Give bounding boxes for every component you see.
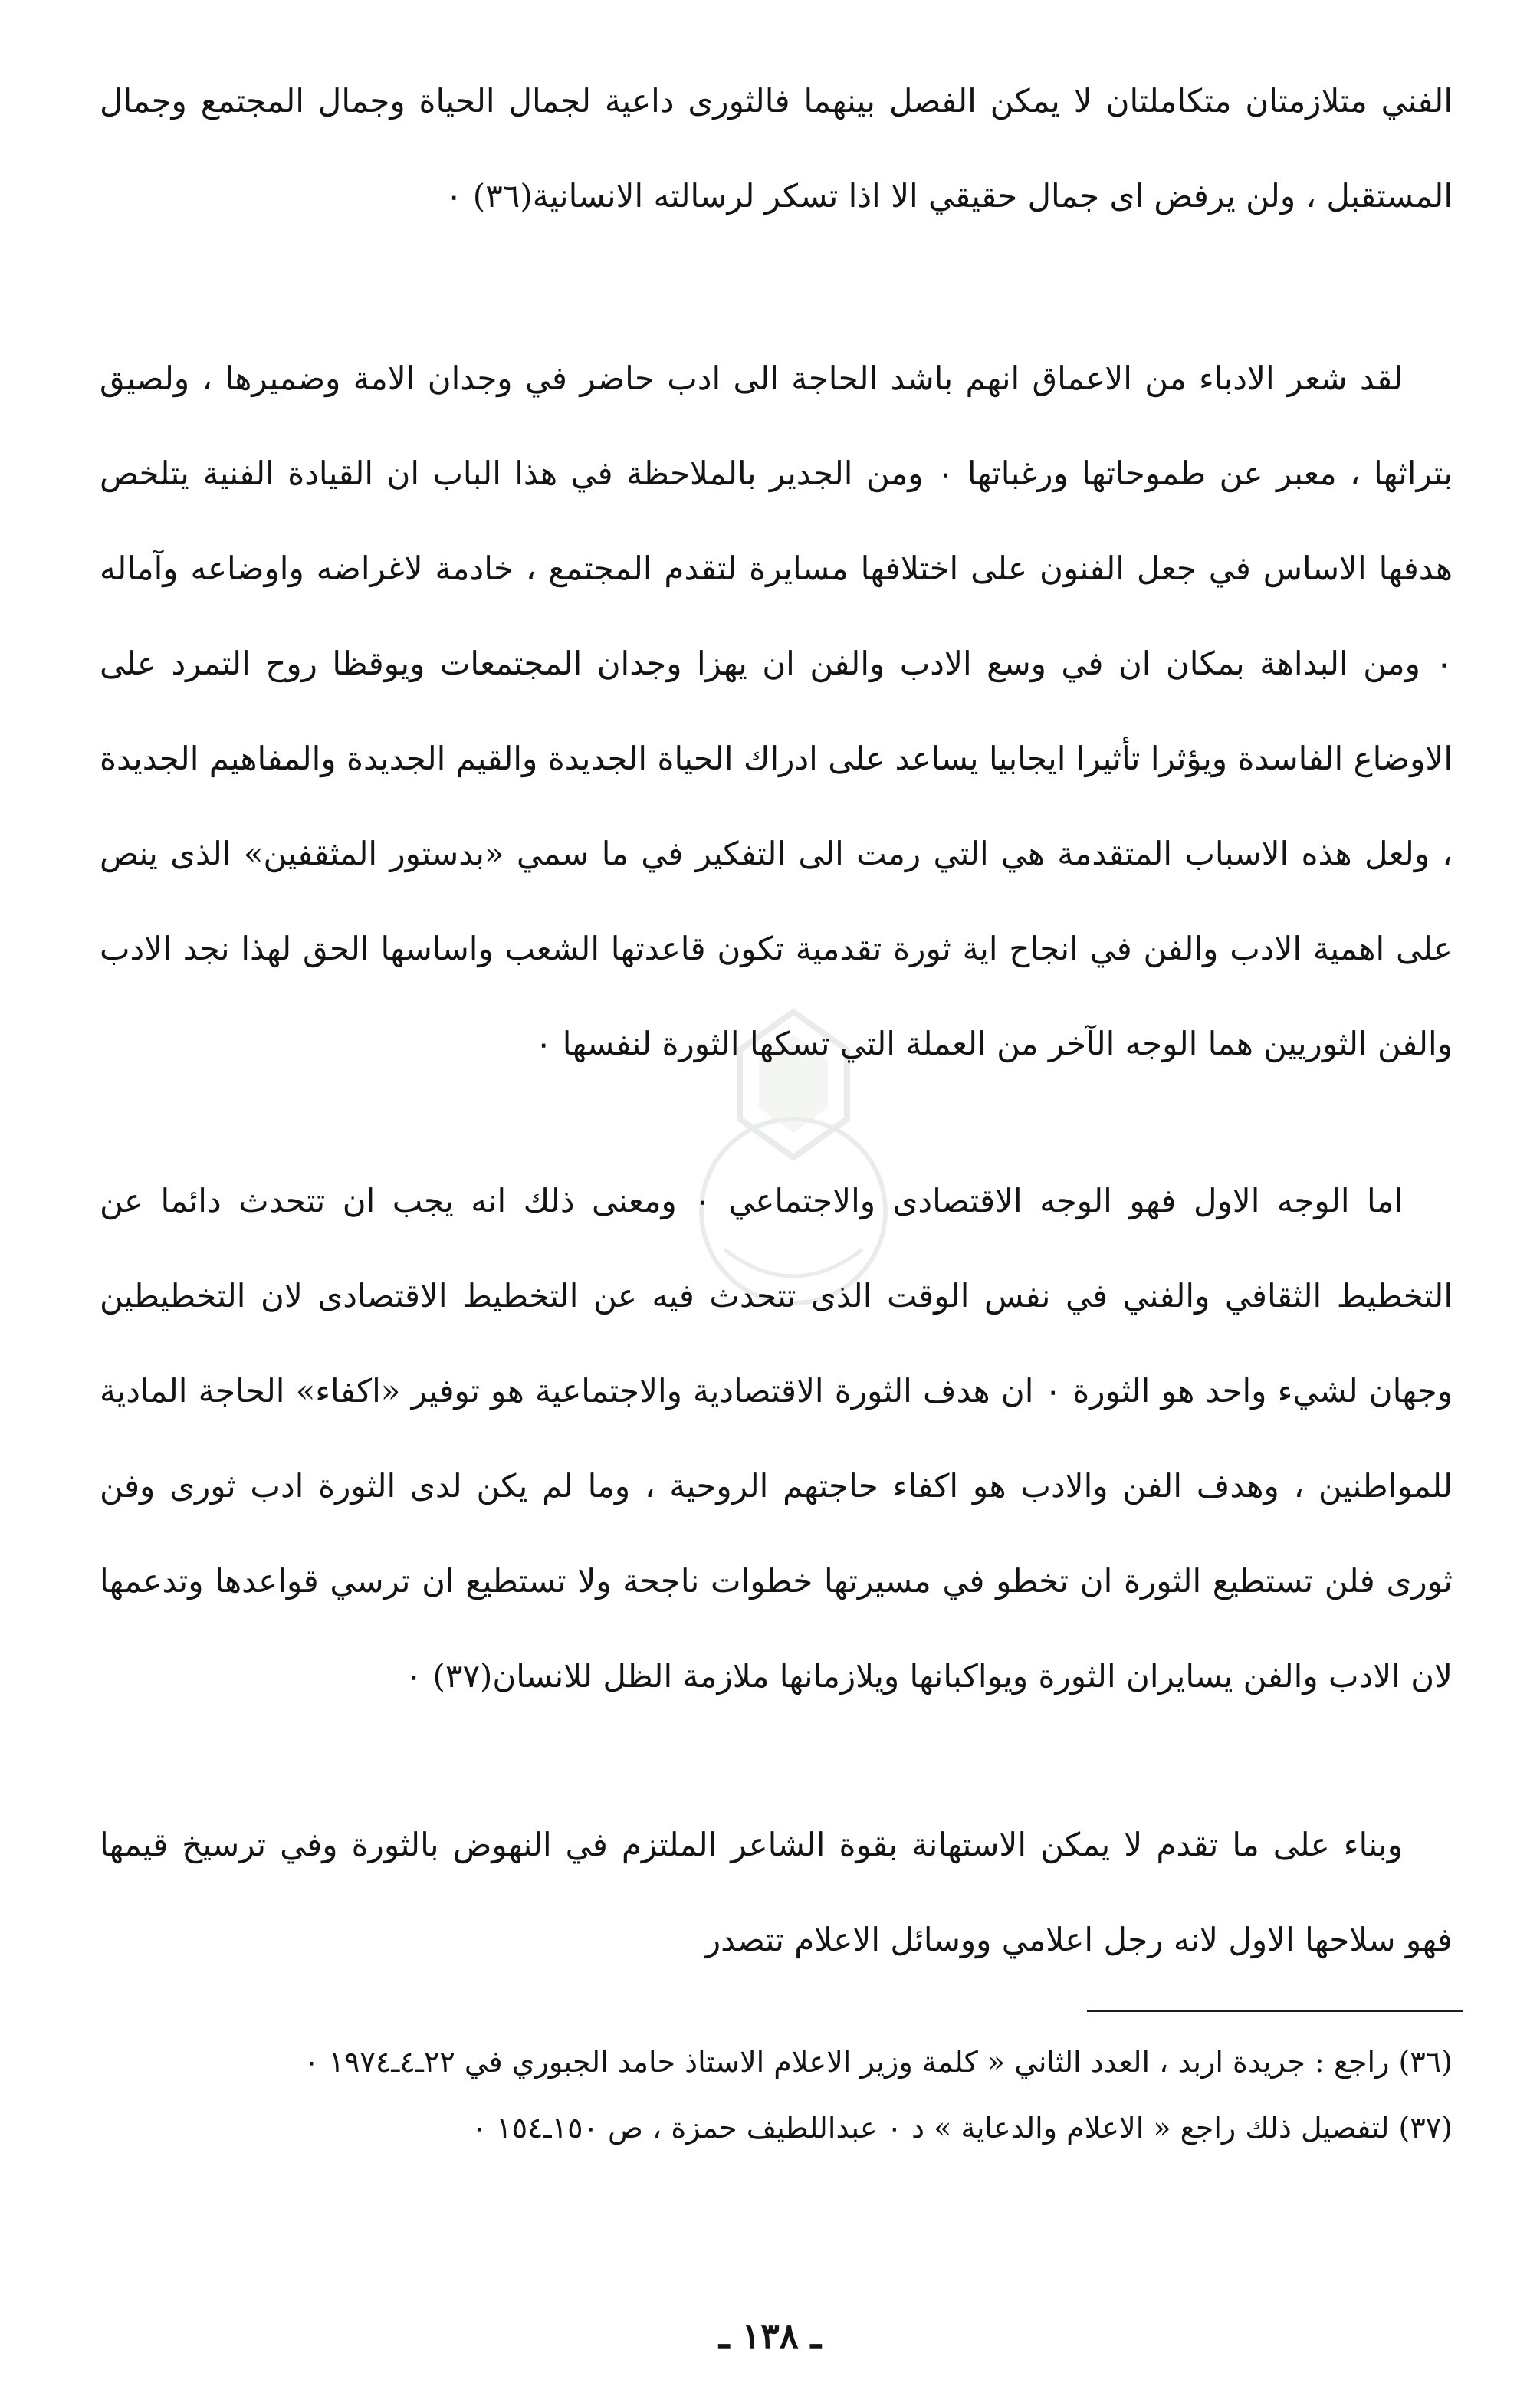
footnote-37: (٣٧) لتفصيل ذلك راجع « الاعلام والدعاية » د ٠ عبداللطيف حمزة ، ص ١٥٠ـ١٥٤ ٠ <box>471 2111 1453 2145</box>
paragraph-committed-poet <box>100 1797 1453 1987</box>
paragraph-1-text: الفني متلازمتان متكاملتان لا يمكن الفصل بينهما فالثورى داعية لجمال الحياة وجمال المجتمع وجمال المستقبل ، ولن يرفض اى جمال حقيقي الا اذا تسكر لرسالته الانسانية(٣٦) ٠ <box>100 82 1453 215</box>
paragraph-continuation <box>100 54 1453 244</box>
footnote-divider <box>1087 2010 1463 2012</box>
footnote-36: (٣٦) راجع : جريدة اربد ، العدد الثاني « كلمة وزير الاعلام الاستاذ حامد الجبوري في ٢٢ـ٤ـ١٩٧٤ ٠ <box>304 2045 1453 2079</box>
paragraph-4-text: وبناء على ما تقدم لا يمكن الاستهانة بقوة الشاعر الملتزم في النهوض بالثورة وفي ترسيخ قيمها فهو سلاحها الاول لانه رجل اعلامي ووسائل الاعلام تتصدر <box>100 1826 1453 1958</box>
page-number: ـ ١٣٨ ـ <box>718 2315 822 2356</box>
paragraph-2-text: لقد شعر الادباء من الاعماق انهم باشد الحاجة الى ادب حاضر في وجدان الامة وضميرها ، ولصيق بتراثها ، معبر عن طموحاتها ورغباتها ٠ ومن الجدير بالملاحظة في هذا الباب ان القيادة الفنية يتلخص هدفها الاساس في جعل الفنون على اختلافها مسايرة لتقدم المجتمع ، خادمة لاغراضه واوضاعه وآماله ٠ ومن البداهة بمكان ان في وسع الادب والفن ان يهزا وجدان المجتمعات ويوقظا روح التمرد على الاوضاع الفاسدة ويؤثرا تأثيرا ايجابيا يساعد على ادراك الحياة الجديدة والقيم الجديدة والمفاهيم الجديدة ، ولعل هذه الاسباب المتقدمة هي التي رمت الى التفكير في ما سمي «بدستور المثقفين» الذى ينص على اهمية الادب والفن في انجاح اية ثورة تقدمية تكون قاعدتها الشعب واساسها الحق لهذا نجد الادب والفن الثوريين هما الوجه الآخر من العملة التي تسكها الثورة لنفسها ٠ <box>100 359 1453 1062</box>
paragraph-literature-need <box>100 331 1453 1091</box>
paragraph-first-aspect <box>100 1154 1453 1724</box>
paragraph-3-text: اما الوجه الاول فهو الوجه الاقتصادى والاجتماعي ٠ ومعنى ذلك انه يجب ان تتحدث دائما عن التخطيط الثقافي والفني في نفس الوقت الذى تتحدث فيه عن التخطيط الاقتصادى لان التخطيطين وجهان لشيء واحد هو الثورة ٠ ان هدف الثورة الاقتصادية والاجتماعية هو توفير «اكفاء» الحاجة المادية للمواطنين ، وهدف الفن والادب هو اكفاء حاجتهم الروحية ، وما لم يكن لدى الثورة ادب ثورى وفن ثورى فلن تستطيع الثورة ان تخطو في مسيرتها خطوات ناجحة ولا تستطيع ان ترسي قواعدها وتدعمها لان الادب والفن يسايران الثورة ويواكبانها ويلازمانها ملازمة الظل للانسان(٣٧) ٠ <box>100 1182 1453 1695</box>
footnotes <box>100 2031 1453 2163</box>
